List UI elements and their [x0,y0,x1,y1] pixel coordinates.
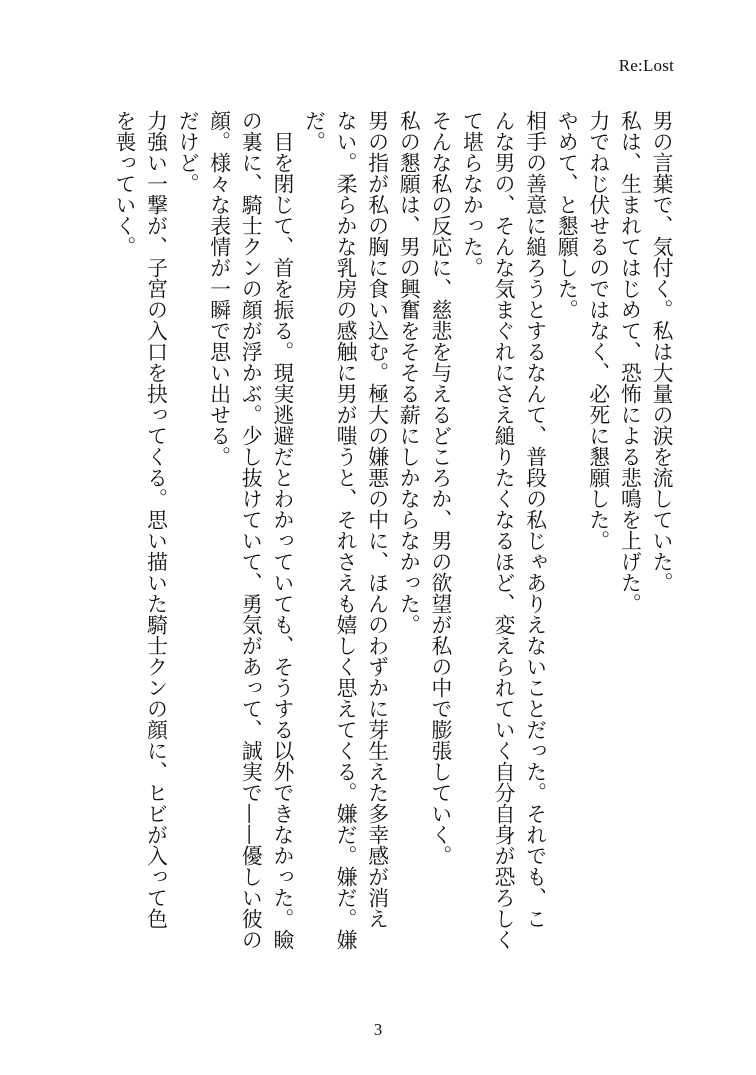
paragraph: 目を閉じて、首を振る。現実逃避だとわかっていても、そうする以外できなかった。瞼 の裏に、騎士クンの顔が浮かぶ。少し抜けていて、勇気があって、誠実で——優しい彼の 顔。様々な表情が一瞬で思い出せる。 だけど。 [175,110,294,950]
paragraph: 力でねじ伏せるのではなく、必死に懇願した。 [585,110,610,551]
paragraph: 私は、生まれてはじめて、恐怖による悲鳴を上げた。 [617,110,642,614]
paragraph: 男の言葉で、気付く。私は大量の涙を流していた。 [649,110,673,593]
paragraph: 私の懇願は、男の興奮をそそる薪にしかならなかった。 [396,110,421,635]
page-number: 3 [373,1020,383,1039]
paragraph: やめて、と懇願した。 [554,110,579,320]
paragraph: 力強い一撃が、子宮の入口を抉ってくる。思い描いた騎士クンの顔に、ヒビが入って色 を喪っていく。 [111,110,168,929]
paragraph: 相手の善意に縋ろうとするなんて、普段の私じゃありえないことだった。それでも、こ んな男の、そんな気まぐれにさえ縋りたくなるほど、変えられていく自分自身が恐ろしく て堪らなかった。 [459,110,547,950]
paragraph: 男の指が私の胸に食い込む。極大の嫌悪の中に、ほんのわずかに芽生えた多幸感が消え ない。柔らかな乳房の感触に男が嗤うと、それさえも嬉しく思えてくる。嫌だ。嫌だ。嫌 だ。 [301,110,389,950]
paragraph: そんな私の反応に、慈悲を与えるどころか、男の欲望が私の中で膨張していく。 [427,110,452,866]
vertical-text-body [76,110,676,1010]
running-header-title: Re:Lost [618,56,674,75]
